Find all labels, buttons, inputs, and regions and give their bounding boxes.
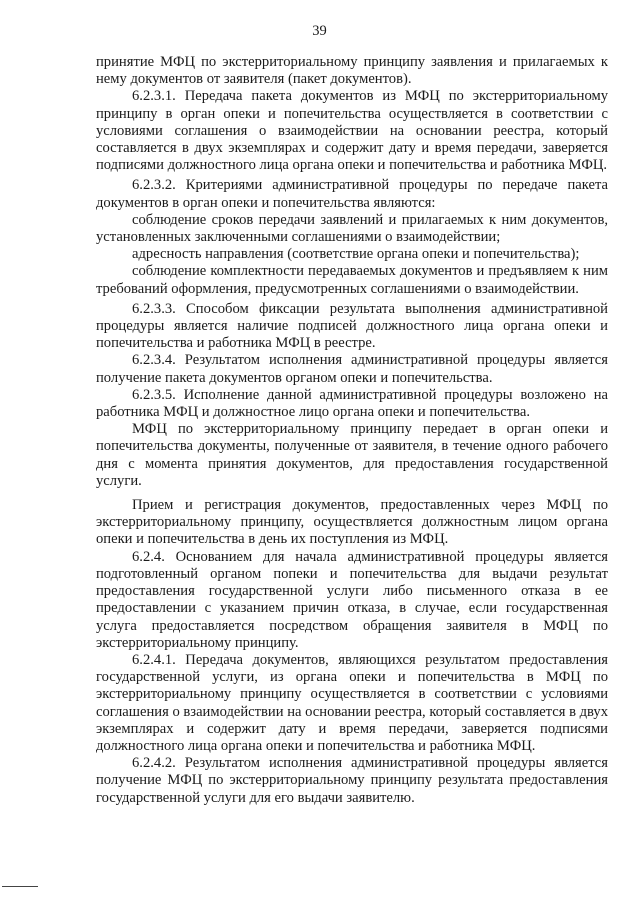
paragraph-reception-registration: Прием и регистрация документов, предоставленных через МФЦ по экстерриториальному принципу, осуществляется должностным лицом органа опеки и попечительства в день их поступления из МФЦ. [96, 497, 608, 548]
paragraph-6-2-3-1: 6.2.3.1. Передача пакета документов из МФЦ по экстерриториальному принципу в орган опеки и попечительства осуществляется в соответствии с условиями соглашения о взаимодействии на основании реестра, который составляется в двух экземплярах и содержит дату и время передачи, заверяется подписями должностного лица органа опеки и попечительства и работника МФЦ. [96, 88, 608, 174]
paragraph-mfc-transfer: МФЦ по экстерриториальному принципу передает в орган опеки и попечительства документы, полученные от заявителя, в течение одного рабочего дня с момента принятия документов, для предоставления государственной услуги. [96, 421, 608, 489]
criteria-item-deadlines: соблюдение сроков передачи заявлений и прилагаемых к ним документов, установленных заключенными соглашениями о взаимодействии; [96, 211, 608, 246]
page-number: 39 [312, 23, 327, 39]
paragraph-6-2-3-5: 6.2.3.5. Исполнение данной административной процедуры возложено на работника МФЦ и должностное лицо органа опеки и попечительства. [96, 386, 608, 421]
criteria-item-completeness: соблюдение комплектности передаваемых документов и предъявляем к ним требований оформления, предусмотренных соглашениями о взаимодействии. [96, 263, 608, 297]
paragraph-6-2-3-2: 6.2.3.2. Критериями административной процедуры по передаче пакета документов в орган опеки и попечительства являются: [96, 177, 608, 211]
paragraph-6-2-3-4: 6.2.3.4. Результатом исполнения административной процедуры является получение пакета документов органом опеки и попечительства. [96, 352, 608, 386]
paragraph-6-2-4: 6.2.4. Основанием для начала административной процедуры является подготовленный органом попеки и попечительства для выдачи результат предоставления государственной услуги либо письменного отказа в ее предоставлении с указанием причин отказа, в случае, если государственная услуга предоставляется посредством обращения заявителя в МФЦ по экстерриториальному принципу. [96, 548, 608, 651]
paragraph-6-2-3-3: 6.2.3.3. Способом фиксации результата выполнения административной процедуры является наличие подписей должностного лица органа опеки и попечительства и работника МФЦ в реестре. [96, 300, 608, 352]
footnote-divider [2, 886, 38, 887]
paragraph-6-2-4-1: 6.2.4.1. Передача документов, являющихся результатом предоставления государственной услуги, из органа опеки и попечительства в МФЦ по экстерриториальному принципу осуществляется в соответствии с условиями соглашения о взаимодействии на основании реестра, который составляется в двух экземплярах и содержит дату и время передачи, заверяется подписями должностного лица органа опеки и попечительства и работника МФЦ. [96, 651, 609, 754]
criteria-item-addressing: адресность направления (соответствие органа опеки и попечительства); [132, 246, 580, 263]
paragraph-continuation: принятие МФЦ по экстерриториальному принципу заявления и прилагаемых к нему документов от заявителя (пакет документов). [96, 54, 608, 88]
document-body [96, 54, 608, 807]
paragraph-6-2-4-2: 6.2.4.2. Результатом исполнения административной процедуры является получение МФЦ по экстерриториальному принципу результата предоставления государственной услуги для его выдачи заявителю. [96, 755, 608, 806]
